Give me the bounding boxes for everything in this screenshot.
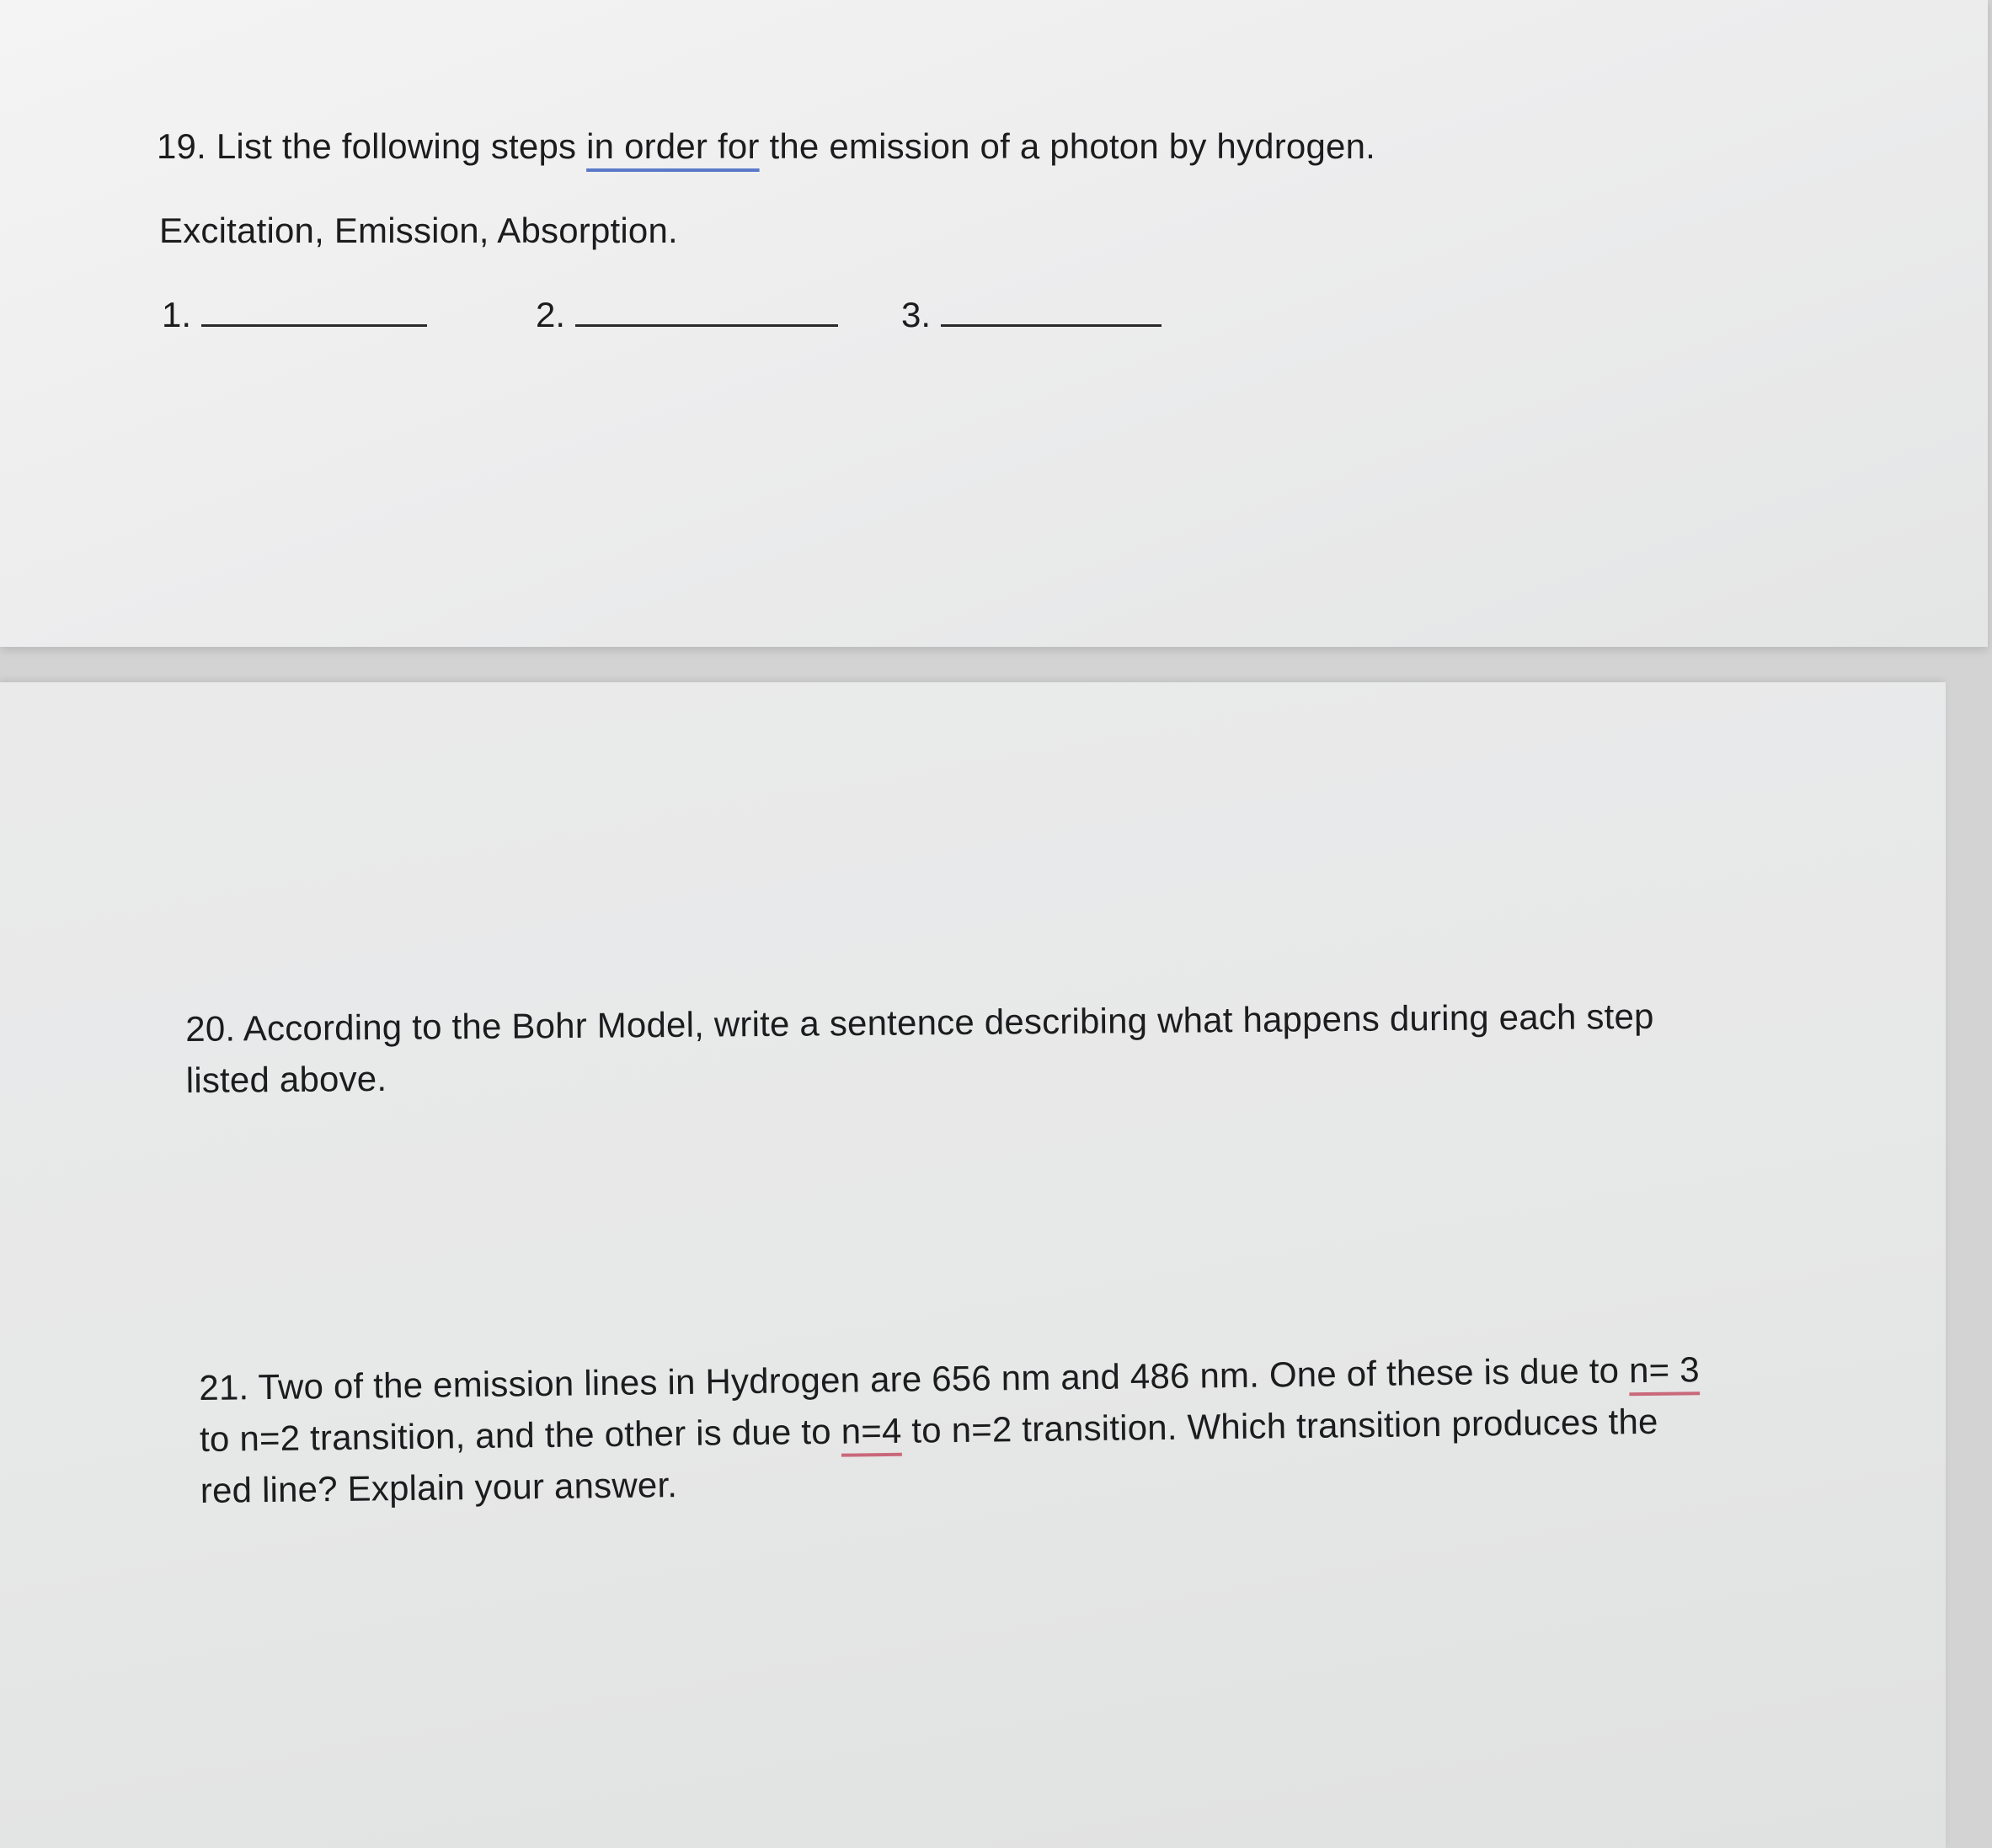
question-19-text-before: List the following steps [216, 126, 587, 166]
answer-line-1[interactable] [201, 291, 427, 327]
question-21-line-3: red line? Explain your answer. [200, 1464, 678, 1510]
question-21-line-1-text: 21. Two of the emission lines in Hydrogen are 656 nm and 486 nm. One of these is due to [199, 1350, 1630, 1407]
worksheet-page-top [0, 0, 1988, 647]
question-19-text-after: the emission of a photon by hydrogen. [759, 126, 1376, 166]
question-19-number: 19. [157, 126, 206, 166]
question-20-line-2: listed above. [185, 1058, 387, 1100]
answer-blank-3[interactable] [901, 290, 1162, 341]
question-20-line-1: 20. According to the Bohr Model, write a sentence describing what happens during each step [185, 996, 1654, 1049]
question-19-underlined-phrase: in order for [586, 126, 760, 166]
question-21-prompt [199, 1344, 1701, 1516]
question-21-line-2-text-before: to n=2 transition, and the other is due to [199, 1411, 841, 1459]
answer-blank-1-label: 1. [162, 295, 192, 334]
answer-line-3[interactable] [941, 291, 1162, 327]
answer-blank-3-label: 3. [901, 295, 932, 334]
answer-blank-1[interactable] [162, 290, 427, 341]
answer-blank-2-label: 2. [536, 295, 566, 334]
question-21-transition-n3: n= 3 [1628, 1349, 1701, 1391]
answer-line-2[interactable] [575, 291, 838, 327]
worksheet-page-bottom [0, 682, 1946, 1848]
question-19-prompt [157, 121, 1375, 173]
question-21-line-2-text-after: to n=2 transition. Which transition produces the [901, 1401, 1658, 1450]
question-21-transition-n4: n=4 [841, 1410, 902, 1451]
question-19-options: Excitation, Emission, Absorption. [159, 211, 678, 250]
question-20-prompt [185, 991, 1654, 1107]
answer-blank-2[interactable] [536, 290, 838, 341]
